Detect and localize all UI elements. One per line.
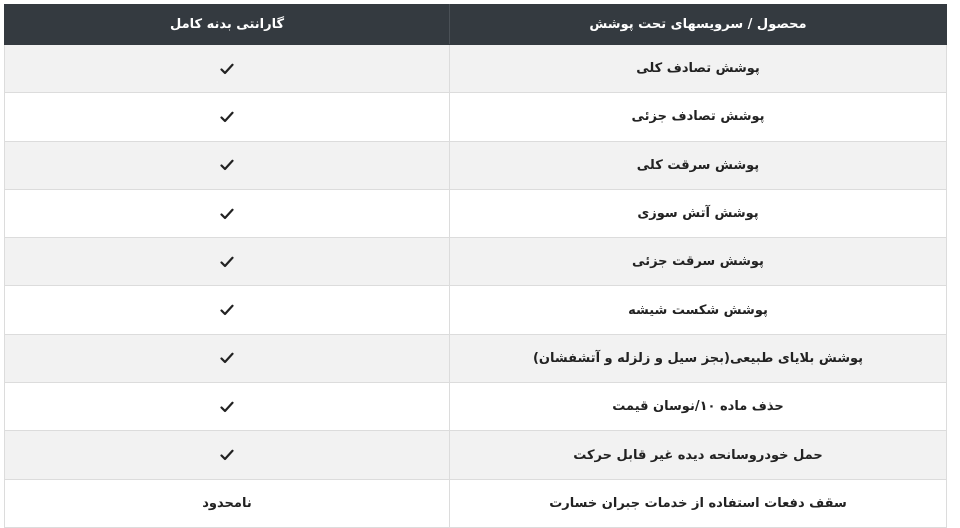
service-cell: پوشش شکست شیشه bbox=[450, 286, 947, 334]
guarantee-cell bbox=[5, 238, 450, 286]
guarantee-cell bbox=[5, 189, 450, 237]
header-service: محصول / سرویسهای تحت پوشش bbox=[450, 5, 947, 45]
service-cell: پوشش تصادف کلی bbox=[450, 45, 947, 93]
table-row bbox=[5, 141, 947, 189]
service-cell: حمل خودروسانحه دیده غیر قابل حرکت bbox=[450, 431, 947, 479]
check-icon bbox=[220, 304, 234, 316]
check-icon bbox=[220, 208, 234, 220]
check-icon bbox=[220, 159, 234, 171]
guarantee-cell bbox=[5, 431, 450, 479]
table-row bbox=[5, 334, 947, 382]
check-icon bbox=[220, 352, 234, 364]
guarantee-cell bbox=[5, 286, 450, 334]
table-row bbox=[5, 479, 947, 527]
check-icon bbox=[220, 449, 234, 461]
check-icon bbox=[220, 401, 234, 413]
table-row bbox=[5, 431, 947, 479]
table-row bbox=[5, 238, 947, 286]
guarantee-cell bbox=[5, 383, 450, 431]
table-header bbox=[5, 5, 947, 45]
guarantee-cell bbox=[5, 45, 450, 93]
table-row bbox=[5, 189, 947, 237]
table-row bbox=[5, 383, 947, 431]
check-icon bbox=[220, 111, 234, 123]
check-icon bbox=[220, 63, 234, 75]
table-row bbox=[5, 286, 947, 334]
table-row bbox=[5, 93, 947, 141]
guarantee-cell bbox=[5, 334, 450, 382]
guarantee-cell bbox=[5, 93, 450, 141]
service-cell: حذف ماده ۱۰/نوسان قیمت bbox=[450, 383, 947, 431]
service-cell: پوشش آتش سوزی bbox=[450, 189, 947, 237]
guarantee-cell bbox=[5, 141, 450, 189]
guarantee-value: نامحدود bbox=[202, 495, 252, 511]
coverage-table bbox=[4, 4, 947, 528]
service-cell: سقف دفعات استفاده از خدمات جبران خسارت bbox=[450, 479, 947, 527]
service-cell: پوشش تصادف جزئی bbox=[450, 93, 947, 141]
service-cell: پوشش سرقت کلی bbox=[450, 141, 947, 189]
header-guarantee: گارانتی بدنه کامل bbox=[5, 5, 450, 45]
coverage-table-container bbox=[4, 4, 946, 528]
check-icon bbox=[220, 256, 234, 268]
service-cell: پوشش سرقت جزئی bbox=[450, 238, 947, 286]
header-row bbox=[5, 5, 947, 45]
service-cell: پوشش بلایای طبیعی(بجز سیل و زلزله و آتشفشان) bbox=[450, 334, 947, 382]
table-body bbox=[5, 45, 947, 528]
guarantee-cell bbox=[5, 479, 450, 527]
table-row bbox=[5, 45, 947, 93]
